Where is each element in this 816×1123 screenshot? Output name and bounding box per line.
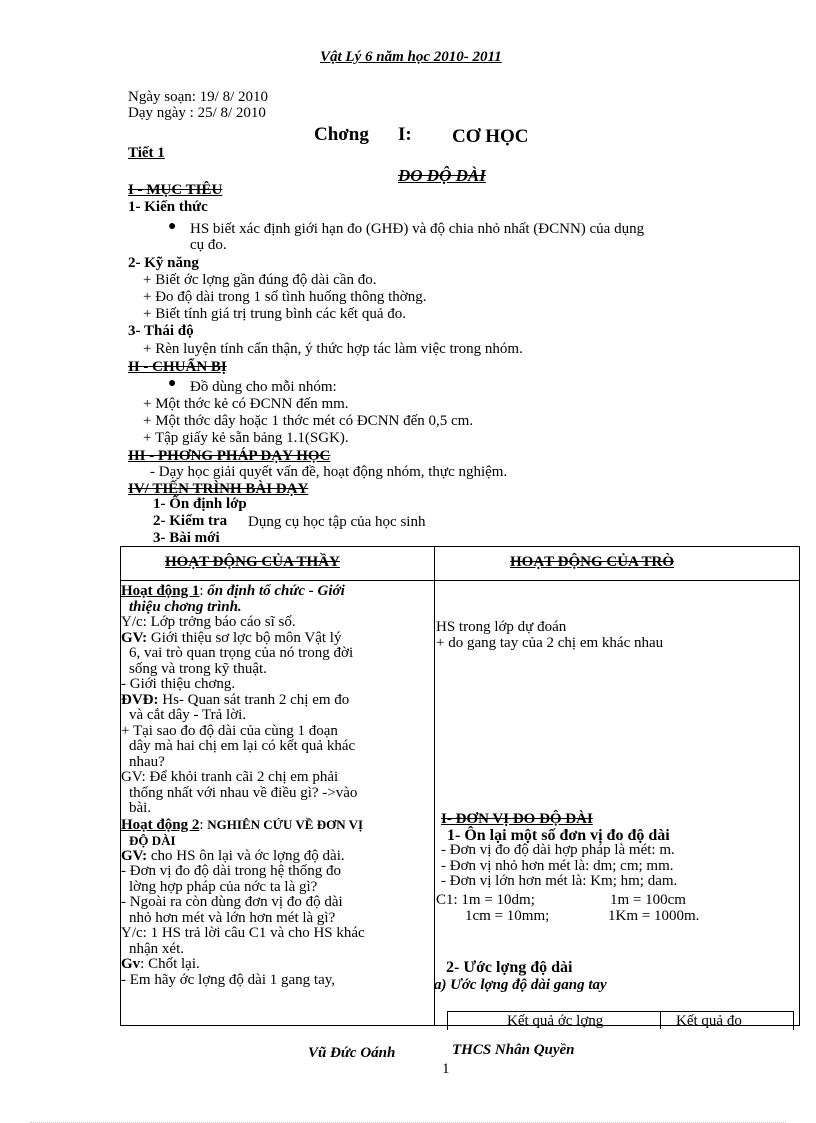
- bullet-icon: ●: [168, 219, 177, 234]
- teacher-line: bài.: [129, 800, 152, 816]
- teacher-line: ĐVĐ: Hs- Quan sát tranh 2 chị em đo: [121, 691, 350, 708]
- date-prepared: Ngày soạn: 19/ 8/ 2010: [128, 89, 268, 105]
- teacher-line-text: Hs- Quan sát tranh 2 chị em đo: [162, 691, 350, 708]
- teacher-line: và cắt dây - Trả lời.: [129, 707, 247, 723]
- student-line: - Đơn vị đo độ dài hợp pháp là mét: m.: [441, 842, 675, 858]
- estimate-table-divider: [660, 1011, 661, 1029]
- student-line: + do gang tay của 2 chị em khác nhau: [436, 634, 664, 651]
- section-preparation: II - CHUẨN BỊ: [128, 359, 227, 375]
- footer-author: Vũ Đức Oánh: [308, 1045, 396, 1061]
- student-column-units: [441, 812, 677, 890]
- header-title: Vật Lý 6 năm học 2010- 2011: [320, 49, 502, 65]
- table-header-teacher: HOẠT ĐỘNG CỦA THẦY: [165, 554, 340, 570]
- step-stabilize: 1- Ổn định lớp: [153, 496, 247, 512]
- section-methods: III - PHƠNG PHÁP DẠY HỌC: [128, 448, 331, 464]
- teacher-line: thiệu chơng trình.: [129, 598, 242, 615]
- step-check-text: Dụng cụ học tập của học sinh: [248, 514, 426, 530]
- student-column-top: [436, 620, 663, 651]
- date-taught: Dạy ngày : 25/ 8/ 2010: [128, 105, 266, 121]
- preparation-item: + Một thớc dây hoặc 1 thớc mét có ĐCNN đến 0,5 cm.: [143, 413, 474, 429]
- chapter-number: I:: [398, 124, 412, 145]
- attitude-item: + Rèn luyện tính cẩn thận, ý thức hợp tác làm việc trong nhóm.: [143, 341, 523, 357]
- teacher-line: Y/c: 1 HS trả lời câu C1 và cho HS khác: [121, 925, 365, 941]
- teacher-line: Gv: Chốt lại.: [121, 956, 200, 972]
- units-subheading: 1- Ôn lại một số đơn vị đo độ dài: [447, 826, 670, 844]
- section-objectives: I - MỤC TIÊU: [128, 182, 223, 198]
- teacher-line: - Giới thiệu chơng.: [121, 676, 236, 692]
- preparation-item: + Một thớc kẻ có ĐCNN đến mm.: [143, 396, 349, 412]
- teacher-line: lờng hợp pháp của nớc ta là gì?: [129, 878, 318, 895]
- step-check: 2- Kiểm tra: [153, 513, 228, 529]
- teacher-line: nhận xét.: [129, 940, 184, 957]
- c1-line2-left: 1cm = 10mm;: [465, 908, 550, 924]
- teacher-line-text: cho HS ôn lại và ớc lợng độ dài.: [150, 847, 345, 864]
- teacher-line-text: Giới thiệu sơ lợc bộ môn Vật lý: [150, 629, 342, 646]
- subsection-skills: 2- Kỹ năng: [128, 255, 199, 271]
- table-header-student: HOẠT ĐỘNG CỦA TRÒ: [510, 554, 675, 570]
- bullet-icon: ●: [168, 376, 177, 391]
- teacher-line: + Tại sao đo độ dài của cùng 1 đoạn: [121, 722, 338, 739]
- teacher-line: dây mà hai chị em lại có kết quả khác: [129, 738, 356, 754]
- skill-item: + Đo độ dài trong 1 số tình huống thông thờng.: [143, 289, 427, 305]
- estimate-header-measured: Kết quả đo: [676, 1013, 742, 1029]
- teacher-line: sống và trong kỹ thuật.: [129, 660, 267, 677]
- estimate-table: [447, 1011, 794, 1030]
- table-header-rule: [120, 580, 800, 581]
- student-line: - Đơn vị nhỏ hơn mét là: dm; cm; mm.: [441, 857, 674, 874]
- c1-line1-right: 1m = 100cm: [610, 892, 686, 908]
- teacher-line: GV: Giới thiệu sơ lợc bộ môn Vật lý: [121, 629, 342, 646]
- knowledge-text-line2: cụ đo.: [190, 237, 227, 253]
- teacher-column: [121, 584, 433, 988]
- student-line: HS trong lớp dự đoán: [436, 619, 567, 635]
- estimate-handspan: a) Ước lợng độ dài gang tay: [434, 977, 607, 993]
- step-new-lesson: 3- Bài mới: [153, 530, 220, 546]
- skill-item: + Biết ớc lợng gần đúng độ dài cần đo.: [143, 272, 377, 288]
- teacher-line: ĐỘ DÀI: [129, 833, 176, 848]
- subsection-knowledge: 1- Kiến thức: [128, 199, 208, 215]
- student-line: - Đơn vị lớn hơn mét là: Km; hm; dam.: [441, 873, 678, 889]
- subsection-attitude: 3- Thái độ: [128, 323, 194, 339]
- teacher-line: - Ngoài ra còn dùng đơn vị đo độ dài: [121, 894, 343, 910]
- skill-item: + Biết tính giá trị trung bình các kết quả đo.: [143, 306, 406, 322]
- preparation-bullet: Đồ dùng cho mỗi nhóm:: [190, 379, 337, 395]
- chapter-prefix: Chơng: [314, 124, 369, 145]
- estimate-header-estimated: Kết quả ớc lợng: [507, 1013, 604, 1029]
- teacher-line: - Em hãy ớc lợng độ dài 1 gang tay,: [121, 971, 336, 988]
- methods-item: - Dạy học giải quyết vấn đề, hoạt động nhóm, thực nghiệm.: [150, 464, 508, 480]
- table-divider: [434, 546, 435, 1026]
- c1-line2-right: 1Km = 1000m.: [608, 908, 700, 924]
- estimate-heading: 2- Ước lợng độ dài: [446, 959, 573, 976]
- teacher-line: Hoạt động 2: NGHIÊN CỨU VỀ ĐƠN VỊ: [121, 816, 364, 833]
- footer-school: THCS Nhân Quyền: [452, 1042, 575, 1058]
- teacher-line: GV: cho HS ôn lại và ớc lợng độ dài.: [121, 847, 345, 864]
- teacher-line: nhau?: [129, 753, 165, 770]
- lesson-topic: ĐO ĐỘ DÀI: [398, 166, 486, 185]
- chapter-name: CƠ HỌC: [452, 126, 529, 147]
- teacher-line: GV: Để khỏi tranh cãi 2 chị em phải: [121, 769, 339, 785]
- teacher-line: - Đơn vị đo độ dài trong hệ thống đo: [121, 863, 341, 879]
- lesson-number: Tiết 1: [128, 145, 165, 161]
- units-heading: I- ĐƠN VỊ ĐO ĐỘ DÀI: [441, 811, 593, 827]
- page-number: 1: [442, 1061, 450, 1077]
- teacher-line-text: Chốt lại.: [148, 956, 200, 972]
- teacher-line: Y/c: Lớp trởng báo cáo sĩ số.: [121, 614, 296, 630]
- c1-line1-left: C1: 1m = 10dm;: [436, 892, 535, 908]
- teacher-line: 6, vai trò quan trọng của nó trong đời: [129, 645, 354, 661]
- teacher-line: thống nhất với nhau về điều gì? ->vào: [129, 784, 358, 801]
- teacher-line: Hoạt động 1: ổn định tổ chức - Giới: [121, 583, 345, 599]
- preparation-item: + Tập giấy kẻ sẵn bảng 1.1(SGK).: [143, 430, 349, 446]
- section-procedure: IV/ TIẾN TRÌNH BÀI DẠY: [128, 481, 309, 497]
- teacher-line: nhỏ hơn mét và lớn hơn mét là gì?: [129, 909, 336, 926]
- knowledge-text-line1: HS biết xác định giới hạn đo (GHĐ) và độ chia nhỏ nhất (ĐCNN) của dụng: [190, 221, 645, 237]
